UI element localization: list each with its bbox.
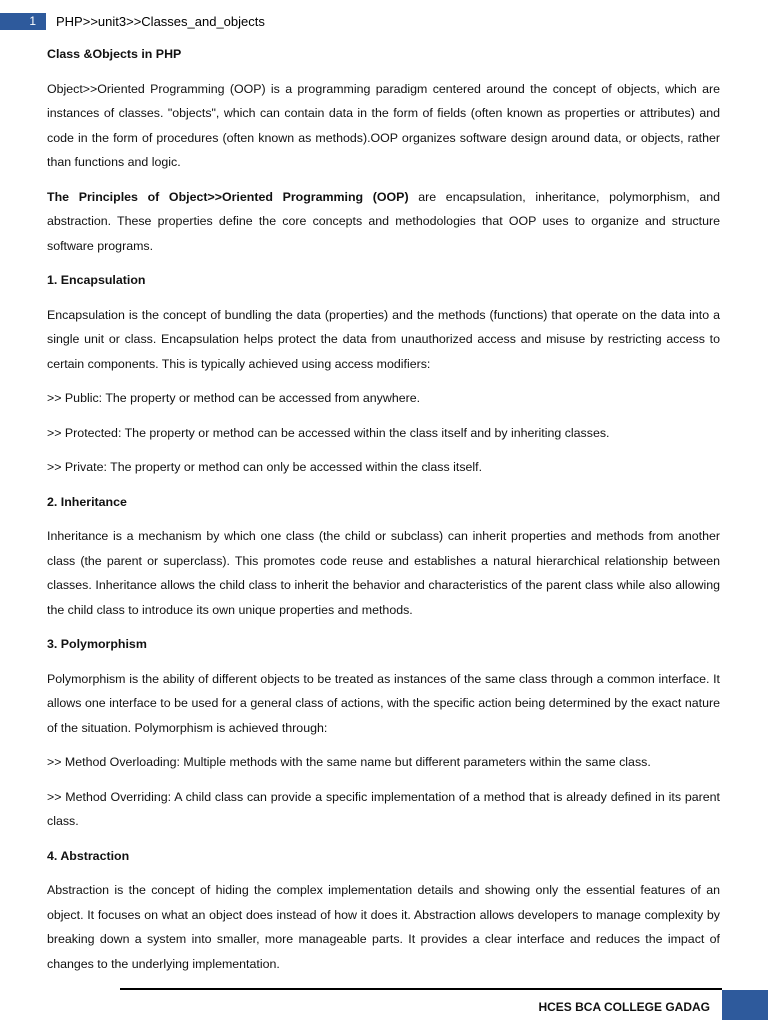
page-number: 1 bbox=[29, 14, 36, 28]
private-modifier-item: >> Private: The property or method can only be accessed within the class itself. bbox=[47, 460, 483, 474]
principles-paragraph bbox=[47, 185, 720, 259]
encapsulation-paragraph: Encapsulation is the concept of bundling the data (properties) and the methods (functions) that operate on the data into a single unit or class. Encapsulation helps protect the data from unauthorized access and misuse by restricting access to certain components. This is typically achieved using access modifiers: bbox=[47, 307, 720, 371]
page-number-badge bbox=[0, 13, 46, 30]
document-title: Class &Objects in PHP bbox=[47, 47, 182, 61]
footer-divider bbox=[120, 988, 722, 990]
principles-text: are encapsulation, inheritance, polymorphism, and abstraction. These properties define the core concepts and methodologies that OOP uses to organize and structure software programs. bbox=[47, 189, 720, 253]
abstraction-paragraph: Abstraction is the concept of hiding the complex implementation details and showing only the essential features of an object. It focuses on what an object does instead of how it does it. Abstraction allows developers to manage complexity by breaking down a system into smaller, more manageable parts. It provides a clear interface and reduces the impact of changes to the underlying implementation. bbox=[47, 883, 720, 971]
footer-accent-box bbox=[722, 990, 768, 1020]
public-modifier-item: >> Public: The property or method can be accessed from anywhere. bbox=[47, 391, 421, 405]
polymorphism-paragraph: Polymorphism is the ability of different objects to be treated as instances of the same class through a common interface. It allows one interface to be used for a general class of actions, with the specific action being determined by the exact nature of the situation. Polymorphism is achieved through: bbox=[47, 671, 720, 735]
method-overloading-item: >> Method Overloading: Multiple methods with the same name but different parameters within the same class. bbox=[47, 755, 651, 769]
section-heading-encapsulation: 1. Encapsulation bbox=[47, 273, 146, 287]
section-heading-abstraction: 4. Abstraction bbox=[47, 848, 130, 863]
section-heading-polymorphism: 3. Polymorphism bbox=[47, 637, 147, 651]
principles-bold-text: The Principles of Object>>Oriented Programming (OOP) bbox=[47, 189, 409, 204]
document-body bbox=[47, 42, 720, 986]
footer-college-name: HCES BCA COLLEGE GADAG bbox=[538, 1000, 710, 1014]
section-heading-inheritance: 2. Inheritance bbox=[47, 494, 127, 509]
method-overriding-item: >> Method Overriding: A child class can provide a specific implementation of a method that is already defined in its parent class. bbox=[47, 789, 720, 828]
breadcrumb: PHP>>unit3>>Classes_and_objects bbox=[56, 14, 265, 29]
inheritance-paragraph: Inheritance is a mechanism by which one class (the child or subclass) can inherit properties and methods from another class (the parent or superclass). This promotes code reuse and establishes a natural hierarchical relationship between classes. Inheritance allows the child class to inherit the behavior and characteristics of the parent class while also allowing the child class to introduce its own unique properties and methods. bbox=[47, 529, 720, 617]
intro-paragraph: Object>>Oriented Programming (OOP) is a programming paradigm centered around the concept of objects, which are instances of classes. "objects", which can contain data in the form of fields (often known as properties or attributes) and code in the form of procedures (often known as methods).OOP organizes software design around data, or objects, rather than functions and logic. bbox=[47, 81, 720, 169]
protected-modifier-item: >> Protected: The property or method can be accessed within the class itself and by inheriting classes. bbox=[47, 425, 610, 440]
